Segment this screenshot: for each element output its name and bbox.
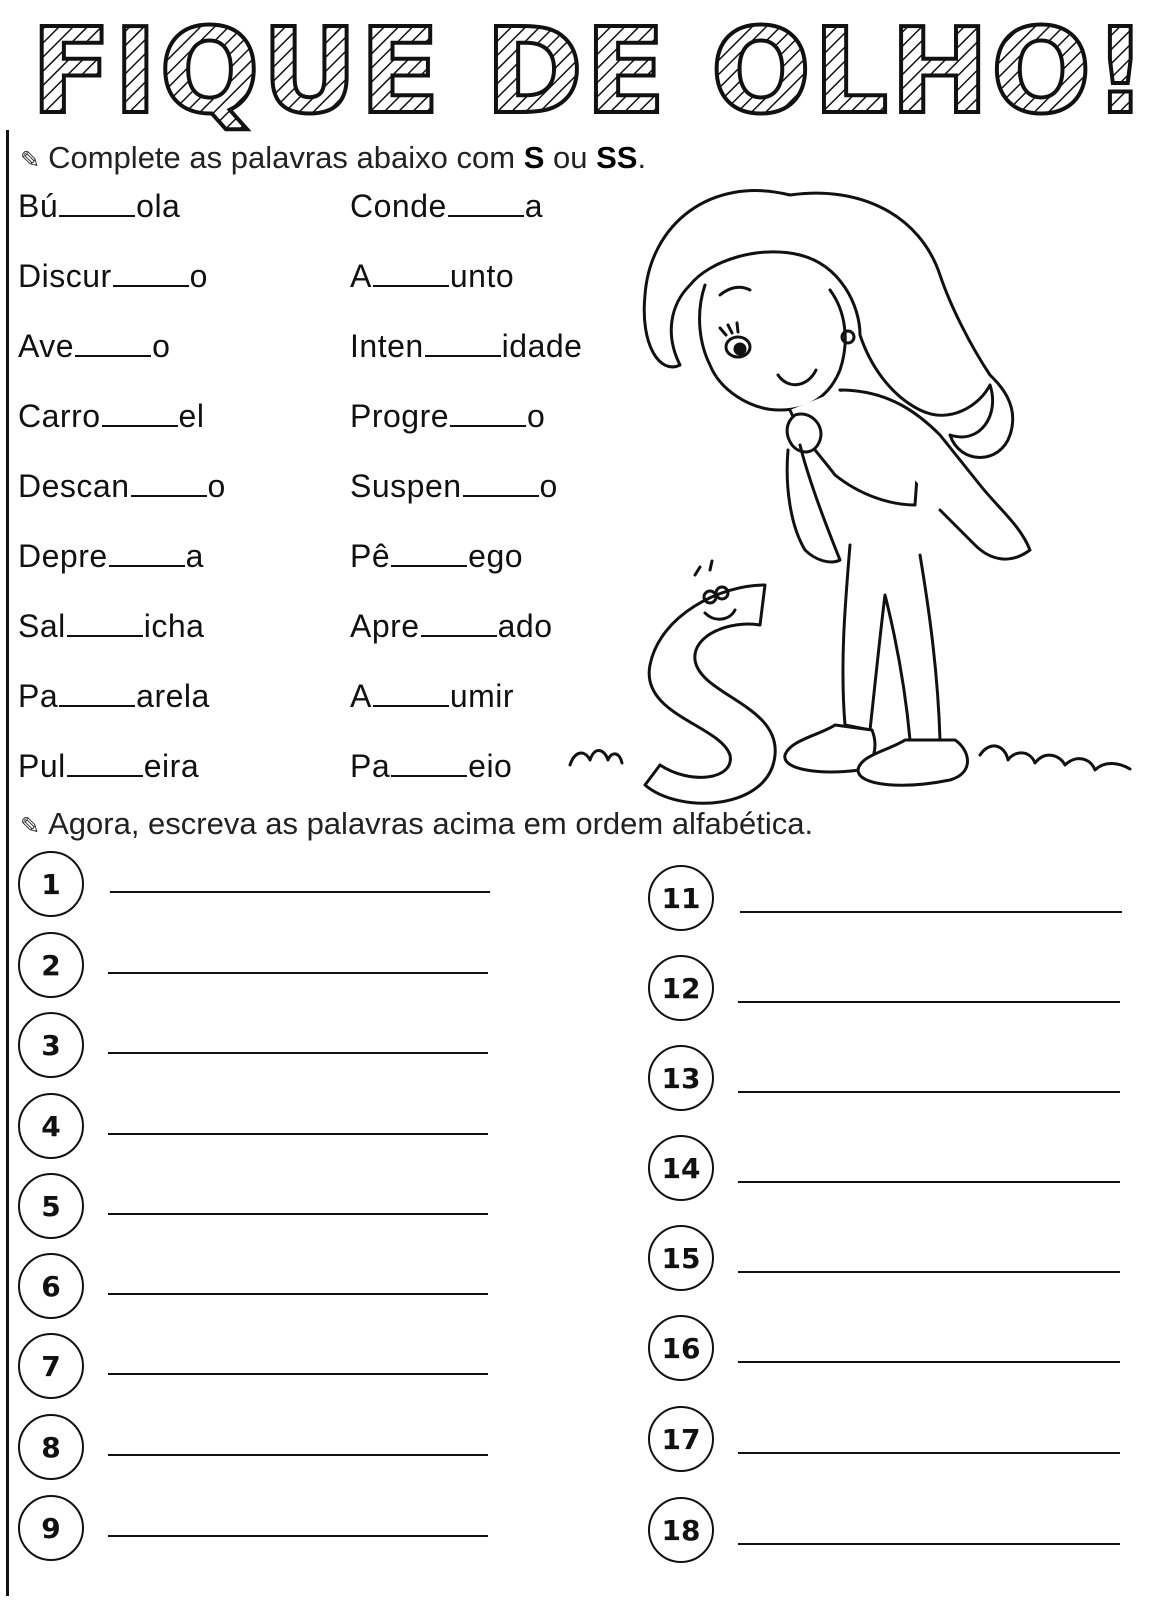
number-circle: 16 bbox=[648, 1315, 714, 1381]
word-prefix: Depre bbox=[18, 538, 108, 574]
word-prefix: Carro bbox=[18, 398, 101, 434]
page-title bbox=[0, 0, 1152, 140]
word-suffix: eio bbox=[468, 748, 513, 784]
word-prefix: Ave bbox=[18, 328, 75, 364]
word-prefix: Apre bbox=[350, 608, 420, 644]
answer-line[interactable] bbox=[740, 911, 1122, 913]
word-suffix: o bbox=[539, 468, 558, 504]
word-blank[interactable] bbox=[373, 259, 449, 287]
answer-line[interactable] bbox=[738, 1181, 1120, 1183]
girl-with-letter-s-illustration bbox=[560, 165, 1135, 805]
answer-row bbox=[18, 851, 498, 917]
word-suffix: eira bbox=[143, 748, 200, 784]
word-blank[interactable] bbox=[373, 679, 449, 707]
number-circle: 14 bbox=[648, 1135, 714, 1201]
instruction-complete bbox=[20, 140, 646, 176]
answer-line[interactable] bbox=[108, 1535, 488, 1537]
word-item bbox=[350, 678, 514, 715]
instruction-text-middle: ou bbox=[544, 140, 597, 175]
word-prefix: Inten bbox=[350, 328, 424, 364]
number-circle: 7 bbox=[18, 1333, 84, 1399]
number-circle: 11 bbox=[648, 865, 714, 931]
number-circle: 13 bbox=[648, 1045, 714, 1111]
answer-row bbox=[648, 865, 1138, 931]
title-text: FIQUE DE OLHO! bbox=[30, 2, 1150, 140]
number-circle: 3 bbox=[18, 1012, 84, 1078]
number-circle: 17 bbox=[648, 1406, 714, 1472]
answer-row bbox=[18, 1093, 498, 1159]
instruction-alphabetical bbox=[20, 806, 813, 842]
answer-line[interactable] bbox=[738, 1091, 1120, 1093]
word-blank[interactable] bbox=[59, 189, 135, 217]
word-blank[interactable] bbox=[59, 679, 135, 707]
answer-line[interactable] bbox=[108, 972, 488, 974]
answer-row bbox=[648, 1497, 1138, 1563]
word-suffix: ego bbox=[468, 538, 524, 574]
number-circle: 6 bbox=[18, 1253, 84, 1319]
word-item bbox=[18, 608, 204, 645]
word-prefix: Pa bbox=[18, 678, 59, 714]
word-blank[interactable] bbox=[448, 189, 524, 217]
word-suffix: icha bbox=[143, 608, 205, 644]
word-blank[interactable] bbox=[113, 259, 189, 287]
word-prefix: Pul bbox=[18, 748, 66, 784]
answer-line[interactable] bbox=[108, 1213, 488, 1215]
answer-row bbox=[648, 1045, 1138, 1111]
word-blank[interactable] bbox=[67, 749, 143, 777]
answer-line[interactable] bbox=[738, 1001, 1120, 1003]
word-blank[interactable] bbox=[463, 469, 539, 497]
answer-line[interactable] bbox=[738, 1361, 1120, 1363]
word-item bbox=[350, 608, 552, 645]
answer-row bbox=[648, 955, 1138, 1021]
word-item bbox=[350, 188, 543, 225]
word-blank[interactable] bbox=[75, 329, 151, 357]
word-item bbox=[18, 538, 204, 575]
answer-row bbox=[18, 1012, 498, 1078]
answer-row bbox=[18, 932, 498, 998]
word-blank[interactable] bbox=[425, 329, 501, 357]
word-suffix: ado bbox=[497, 608, 553, 644]
word-blank[interactable] bbox=[391, 539, 467, 567]
word-prefix: Sal bbox=[18, 608, 66, 644]
word-item bbox=[350, 468, 558, 505]
number-circle: 2 bbox=[18, 932, 84, 998]
word-item bbox=[18, 398, 204, 435]
word-blank[interactable] bbox=[391, 749, 467, 777]
number-circle: 15 bbox=[648, 1225, 714, 1291]
instruction-text-end: . bbox=[637, 140, 647, 175]
answer-row bbox=[18, 1173, 498, 1239]
word-suffix: a bbox=[185, 538, 204, 574]
option-ss: SS bbox=[596, 140, 638, 175]
word-prefix: A bbox=[350, 678, 372, 714]
word-suffix: o bbox=[189, 258, 208, 294]
word-prefix: Progre bbox=[350, 398, 450, 434]
word-item bbox=[350, 398, 545, 435]
word-item bbox=[18, 748, 199, 785]
answer-line[interactable] bbox=[738, 1543, 1120, 1545]
answer-row bbox=[648, 1406, 1138, 1472]
number-circle: 12 bbox=[648, 955, 714, 1021]
word-suffix: a bbox=[524, 188, 544, 224]
word-prefix: Pê bbox=[350, 538, 391, 574]
word-suffix: o bbox=[152, 328, 171, 364]
word-suffix: o bbox=[207, 468, 226, 504]
number-circle: 1 bbox=[18, 851, 84, 917]
answer-row bbox=[18, 1253, 498, 1319]
word-suffix: o bbox=[527, 398, 546, 434]
word-item bbox=[350, 538, 523, 575]
instruction-text: Complete as palavras abaixo com bbox=[48, 140, 524, 175]
word-item bbox=[18, 188, 180, 225]
answer-row bbox=[18, 1495, 498, 1561]
pencil-icon: ✎ bbox=[20, 813, 41, 840]
word-suffix: idade bbox=[501, 328, 583, 364]
number-circle: 8 bbox=[18, 1414, 84, 1480]
word-suffix: unto bbox=[449, 258, 515, 294]
answer-row bbox=[648, 1135, 1138, 1201]
word-suffix: el bbox=[178, 398, 205, 434]
word-prefix: Descan bbox=[18, 468, 130, 504]
word-suffix: umir bbox=[449, 678, 515, 714]
word-suffix: ola bbox=[136, 188, 181, 224]
number-circle: 5 bbox=[18, 1173, 84, 1239]
number-circle: 18 bbox=[648, 1497, 714, 1563]
option-s: S bbox=[523, 140, 545, 175]
word-item bbox=[350, 328, 582, 365]
word-prefix: Bú bbox=[18, 188, 59, 224]
word-item bbox=[18, 258, 208, 295]
word-prefix: A bbox=[350, 258, 372, 294]
word-item bbox=[18, 678, 210, 715]
word-item bbox=[350, 748, 512, 785]
word-blank[interactable] bbox=[421, 609, 497, 637]
answer-line[interactable] bbox=[738, 1271, 1120, 1273]
word-prefix: Discur bbox=[18, 258, 112, 294]
answer-row bbox=[648, 1315, 1138, 1381]
word-blank[interactable] bbox=[102, 399, 178, 427]
word-item bbox=[350, 258, 514, 295]
answer-row bbox=[648, 1225, 1138, 1291]
pencil-icon: ✎ bbox=[20, 147, 41, 174]
answer-row bbox=[18, 1333, 498, 1399]
answer-line[interactable] bbox=[108, 1454, 488, 1456]
word-item bbox=[18, 468, 226, 505]
word-blank[interactable] bbox=[131, 469, 207, 497]
word-prefix: Suspen bbox=[350, 468, 462, 504]
word-prefix: Pa bbox=[350, 748, 391, 784]
instruction-text: Agora, escreva as palavras acima em ordem alfabética. bbox=[48, 806, 814, 841]
word-blank[interactable] bbox=[67, 609, 143, 637]
number-circle: 9 bbox=[18, 1495, 84, 1561]
answer-row bbox=[18, 1414, 498, 1480]
number-circle: 4 bbox=[18, 1093, 84, 1159]
answer-line[interactable] bbox=[738, 1452, 1120, 1454]
answer-line[interactable] bbox=[110, 891, 490, 893]
answer-line[interactable] bbox=[108, 1293, 488, 1295]
word-blank[interactable] bbox=[109, 539, 185, 567]
answer-line[interactable] bbox=[108, 1052, 488, 1054]
answer-line[interactable] bbox=[108, 1133, 488, 1135]
word-blank[interactable] bbox=[450, 399, 526, 427]
word-prefix: Conde bbox=[350, 188, 447, 224]
answer-line[interactable] bbox=[108, 1373, 488, 1375]
word-item bbox=[18, 328, 170, 365]
word-suffix: arela bbox=[136, 678, 210, 714]
